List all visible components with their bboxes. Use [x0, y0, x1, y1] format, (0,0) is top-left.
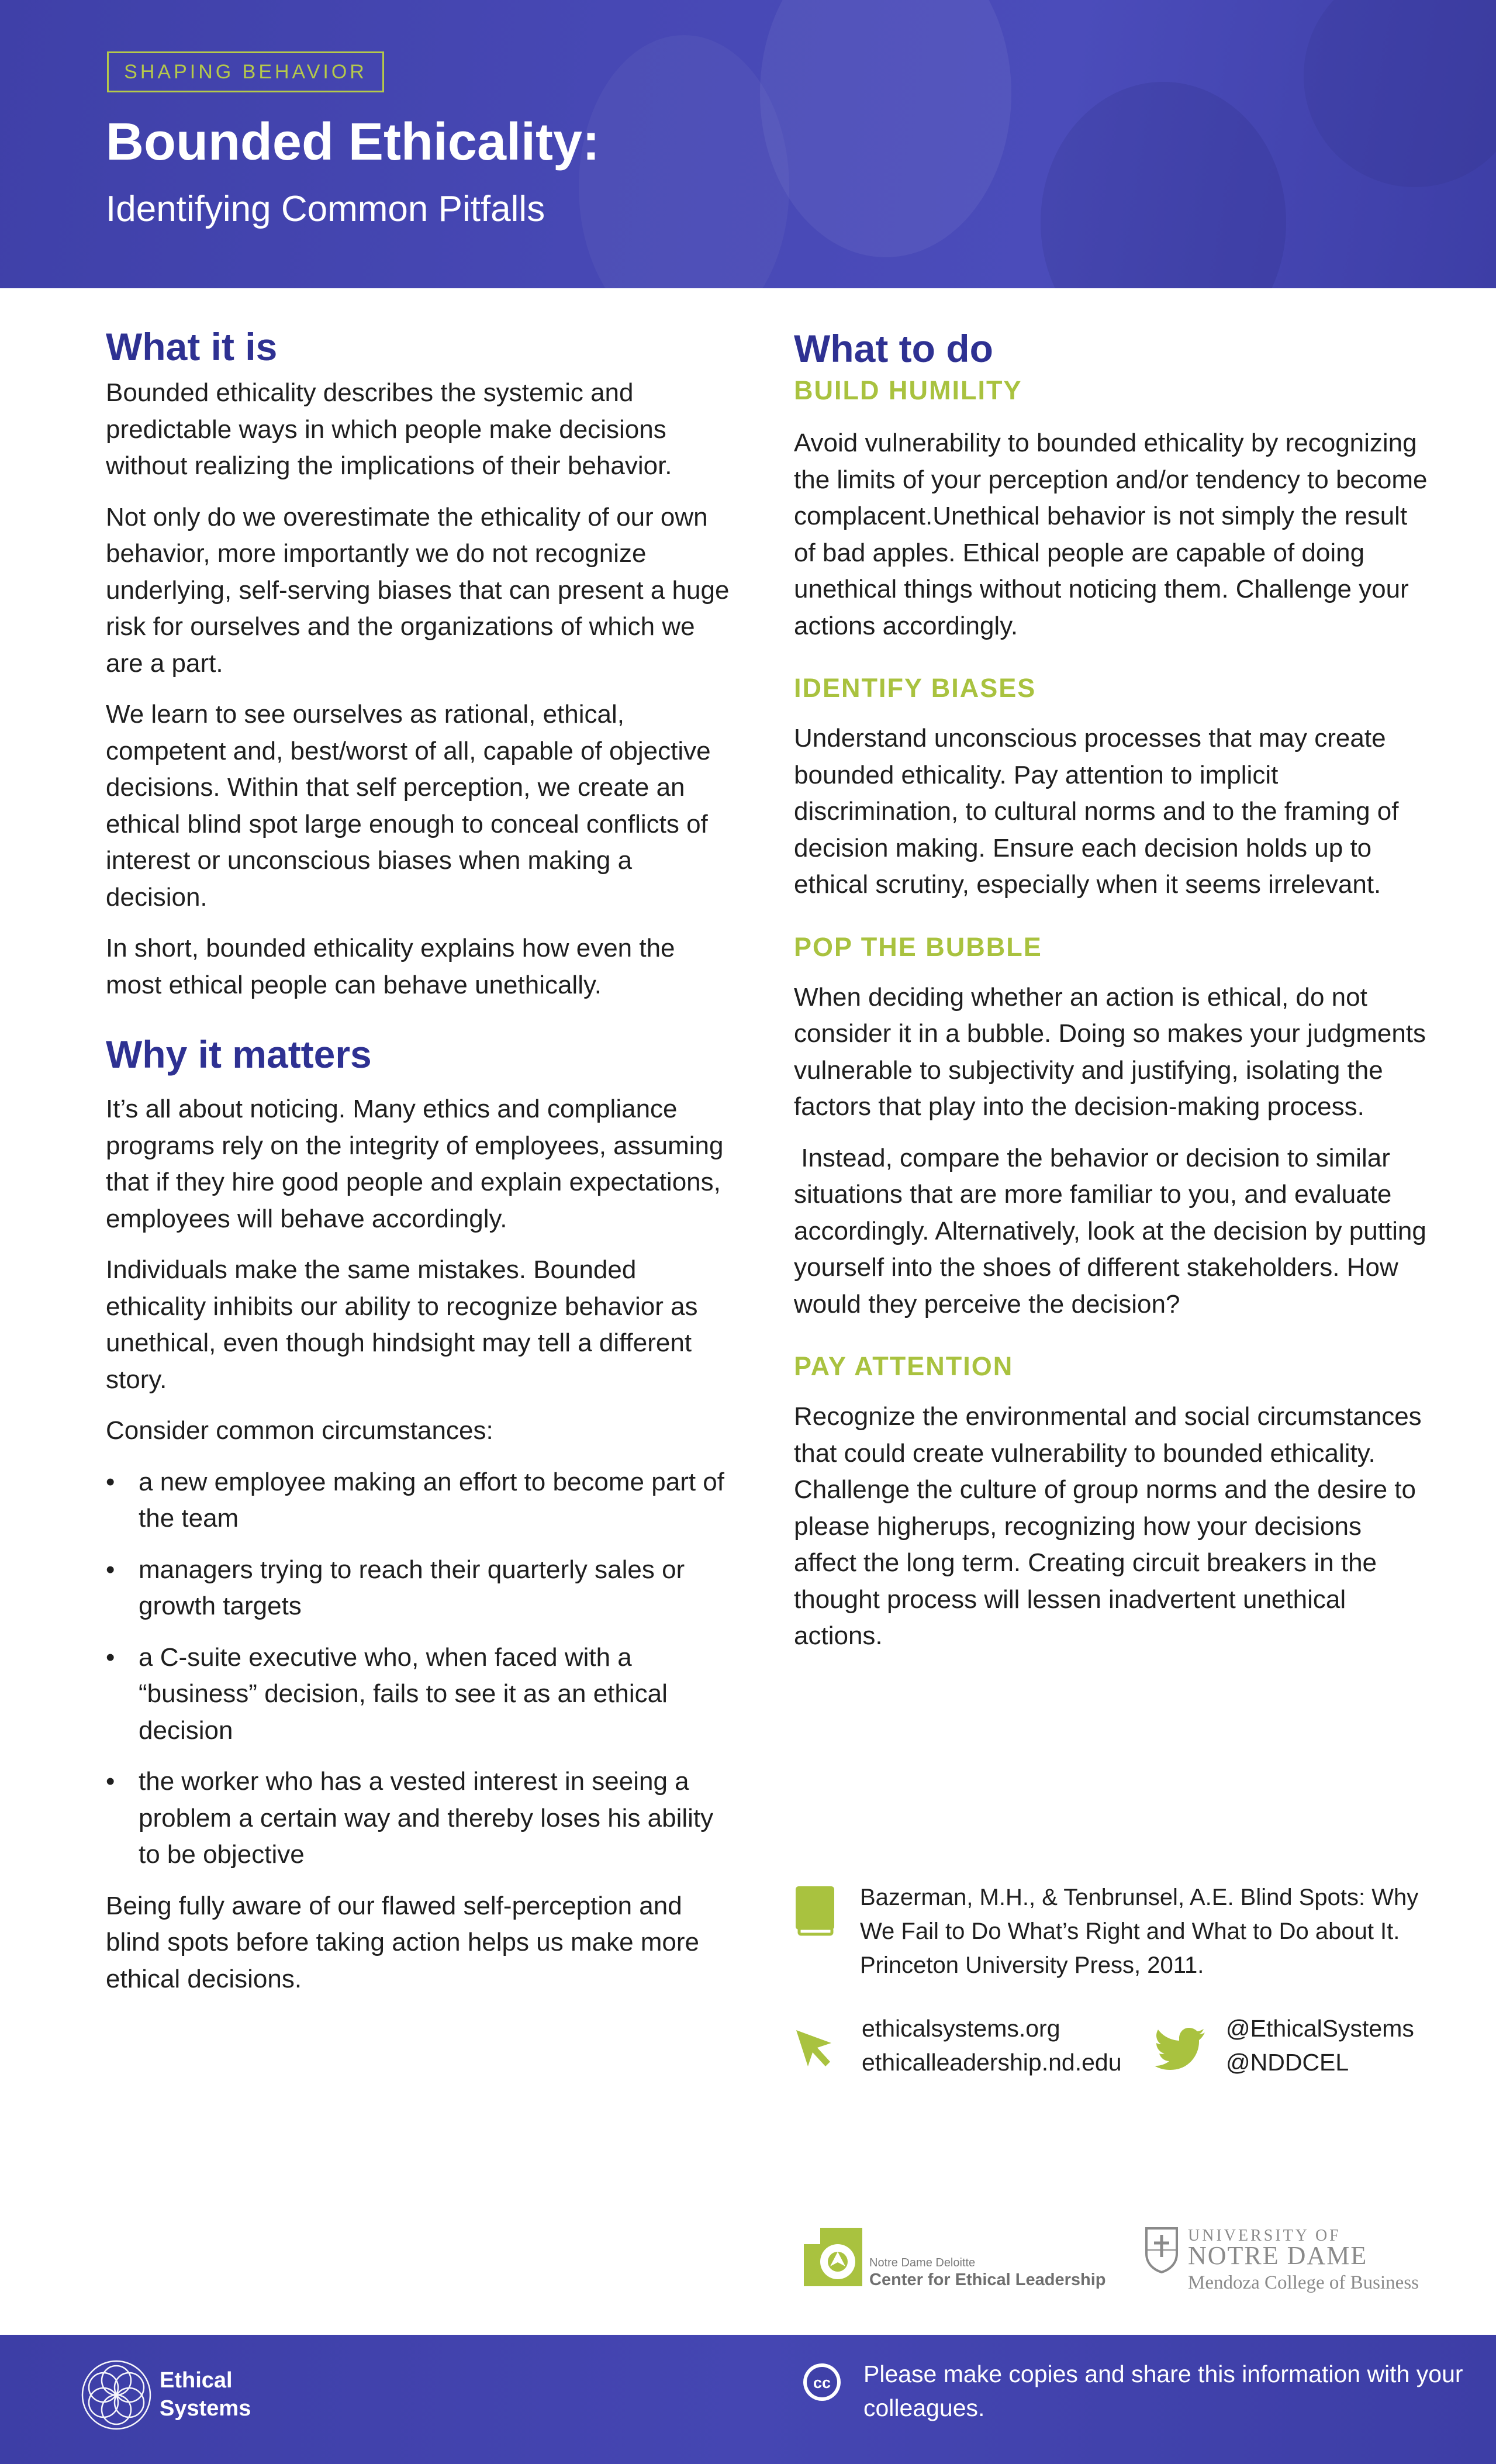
list-item: • a new employee making an effort to become part of the team — [106, 1464, 737, 1537]
book-icon — [796, 1886, 834, 1937]
nd-logo-line3: Mendoza College of Business — [1188, 2272, 1419, 2293]
ndd-logo-mark — [804, 2228, 862, 2286]
share-notice: Please make copies and share this information with your colleagues. — [863, 2361, 1463, 2421]
right-column — [794, 320, 1434, 1655]
paragraph: Avoid vulnerability to bounded ethicality by recognizing the limits of your perception and/or tendency to become complacent.Unethical behavior is not simply the result of bad apples. Ethical people are capable of doing unethical things without noticing them. Challenge your actions accordingly. — [794, 429, 1428, 640]
paragraph: We learn to see ourselves as rational, ethical, competent and, best/worst of all, capable of objective decisions. Within that self perception, we create an ethical blind spot large enough to conceal conflicts of interest or unconscious biases when making a decision. — [106, 700, 711, 912]
university-crest-icon — [1145, 2227, 1179, 2273]
list-item: • a C-suite executive who, when faced with a “business” decision, fails to see it as an ethical decision — [106, 1640, 737, 1749]
header-photo-overlay — [760, 0, 1011, 257]
paragraph: Individuals make the same mistakes. Bounded ethicality inhibits our ability to recognize behavior as unethical, even though hindsight may tell a different story. — [106, 1255, 698, 1394]
paragraph: Consider common circumstances: — [106, 1416, 493, 1445]
ethical-systems-logo-mark — [81, 2359, 152, 2431]
ethical-systems-wordmark: Ethical Systems — [160, 2368, 251, 2421]
header-photo-overlay — [579, 35, 789, 288]
header-photo-overlay — [1304, 0, 1496, 187]
website-links — [794, 2011, 1145, 2087]
nd-logo-line2: NOTRE DAME — [1188, 2241, 1368, 2270]
paragraph: When deciding whether an action is ethical, do not consider it in a bubble. Doing so makes your judgments vulnerable to subjectivity and justifying, isolating the factors that play into the decision-making process. — [794, 982, 1426, 1121]
section-heading-why-it-matters: Why it matters — [106, 1033, 372, 1076]
category-tag: SHAPING BEHAVIOR — [107, 51, 384, 92]
paragraph: In short, bounded ethicality explains how even the most ethical people can behave unethically. — [106, 934, 675, 999]
paragraph: Recognize the environmental and social circumstances that could create vulnerability to bounded ethicality. Challenge the culture of group norms and the desire to please higherups, recognizing how your decisions affect the long term. Creating circuit breakers in the thought process will lessen inadvertent unethical actions. — [794, 1402, 1422, 1650]
ndd-logo-name: Center for Ethical Leadership — [869, 2270, 1106, 2289]
footer-banner — [0, 2335, 1496, 2464]
section-heading-what-to-do: What to do — [794, 327, 993, 370]
paragraph: It’s all about noticing. Many ethics and compliance programs rely on the integrity of employees, assuming that if they hire good people and explain expectations, employees will behave accordingly. — [106, 1095, 724, 1233]
paragraph: Bounded ethicality describes the systemic and predictable ways in which people make decisions without realizing the implications of their behavior. — [106, 378, 672, 480]
subheading-identify-biases: IDENTIFY BIASES — [794, 673, 1037, 703]
paragraph: Instead, compare the behavior or decision to similar situations that are more familiar to you, and evaluate accordingly. Alternatively, look at the decision by putting yourself into the shoes of different stakeholders. How would they perceive the decision? — [794, 1143, 1434, 1319]
header-banner — [0, 0, 1496, 288]
link-ethicalsystems[interactable]: ethicalsystems.org — [862, 2015, 1060, 2042]
page-subtitle: Identifying Common Pitfalls — [106, 189, 545, 229]
handle-ethicalsystems[interactable]: @EthicalSystems — [1226, 2015, 1414, 2042]
paragraph: Understand unconscious processes that may create bounded ethicality. Pay attention to implicit discrimination, to cultural norms and to the framing of decision making. Ensure each decision holds up to ethical scrutiny, especially when it seems irrelevant. — [794, 724, 1399, 899]
twitter-bird-icon — [1155, 2028, 1206, 2070]
link-ethicalleadership[interactable]: ethicalleadership.nd.edu — [862, 2049, 1122, 2076]
ndd-center-logo — [804, 2228, 1108, 2292]
subheading-pop-the-bubble: POP THE BUBBLE — [794, 931, 1042, 962]
subheading-build-humility: BUILD HUMILITY — [794, 375, 1022, 405]
list-item: • managers trying to reach their quarterly sales or growth targets — [106, 1552, 737, 1625]
handle-nddcel[interactable]: @NDDCEL — [1226, 2049, 1349, 2076]
paragraph: Being fully aware of our flawed self-perception and blind spots before taking action helps us make more ethical decisions. — [106, 1891, 700, 1993]
page-title: Bounded Ethicality: — [106, 113, 600, 171]
ndd-logo-small-text: Notre Dame Deloitte — [869, 2256, 976, 2269]
left-column — [106, 320, 737, 1997]
circumstances-list — [106, 1464, 737, 1873]
header-photo-overlay — [1041, 82, 1286, 288]
list-item: • the worker who has a vested interest in seeing a problem a certain way and thereby loses his ability to be objective — [106, 1764, 737, 1873]
paragraph: Not only do we overestimate the ethicality of our own behavior, more importantly we do not recognize underlying, self-serving biases that can present a huge risk for ourselves and the organizations of which we are a part. — [106, 502, 730, 678]
cursor-arrow-icon — [794, 2028, 836, 2070]
reference-block — [794, 1880, 1437, 1986]
svg-text:cc: cc — [813, 2374, 831, 2391]
nd-logo-line1: UNIVERSITY OF — [1188, 2227, 1341, 2245]
creative-commons-icon — [801, 2362, 842, 2403]
reference-citation: Bazerman, M.H., & Tenbrunsel, A.E. Blind Spots: Why We Fail to Do What’s Right and What to Do about It. Princeton University Press, 2011. — [860, 1885, 1419, 1978]
social-handles — [1155, 2011, 1482, 2087]
section-heading-what-it-is: What it is — [106, 325, 278, 368]
subheading-pay-attention: PAY ATTENTION — [794, 1351, 1014, 1381]
notre-dame-mendoza-logo — [1145, 2227, 1437, 2297]
